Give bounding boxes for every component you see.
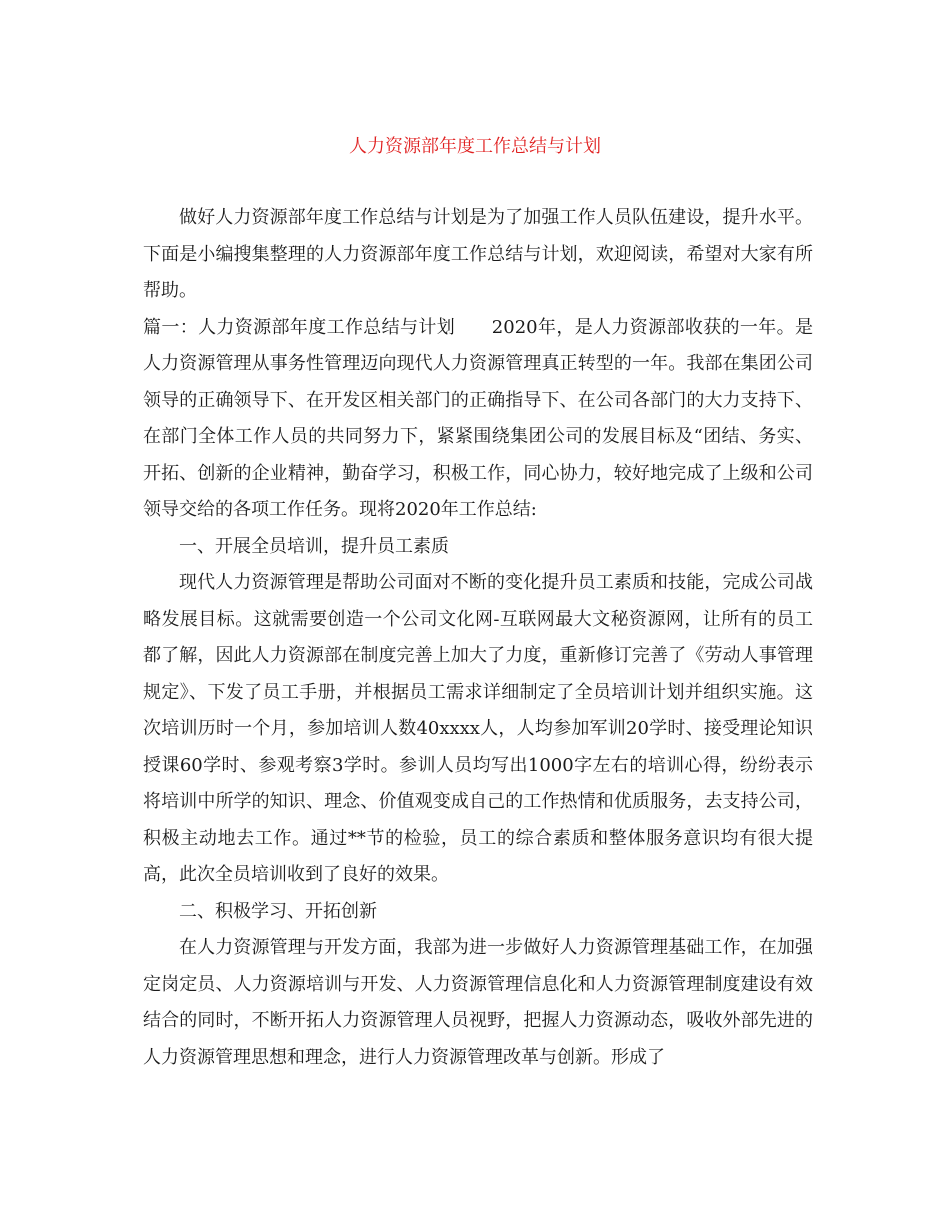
section-heading-training: 一、开展全员培训，提升员工素质 bbox=[179, 535, 449, 557]
paragraph-part-one: 篇一：人力资源部年度工作总结与计划 2020年，是人力资源部收获的一年。是人力资源管理从事务性管理迈向现代人力资源管理真正转型的一年。我部在集团公司领导的正确领导下、在开发区相关部门的正确指导下、在公司各部门的大力支持下、在部门全体工作人员的共同努力下，紧紧围绕集团公司的发展目标及“团结、务实、开拓、创新的企业精神，勤奋学习，积极工作，同心协力，较好地完成了上级和公司领导交给的各项工作任务。现将2020年工作总结: bbox=[143, 316, 813, 520]
document-title: 人力资源部年度工作总结与计划 bbox=[349, 136, 601, 157]
document-body bbox=[143, 200, 813, 1076]
section-heading-innovation: 二、积极学习、开拓创新 bbox=[179, 900, 377, 922]
paragraph-innovation: 在人力资源管理与开发方面，我部为进一步做好人力资源管理基础工作，在加强定岗定员、人力资源培训与开发、人力资源管理信息化和人力资源管理制度建设有效结合的同时，不断开拓人力资源管理人员视野，把握人力资源动态，吸收外部先进的人力资源管理思想和理念，进行人力资源管理改革与创新。形成了 bbox=[143, 937, 813, 1068]
paragraph-intro: 做好人力资源部年度工作总结与计划是为了加强工作人员队伍建设，提升水平。下面是小编搜集整理的人力资源部年度工作总结与计划，欢迎阅读，希望对大家有所帮助。 bbox=[143, 207, 813, 301]
paragraph-training: 现代人力资源管理是帮助公司面对不断的变化提升员工素质和技能，完成公司战略发展目标。这就需要创造一个公司文化网-互联网最大文秘资源网，让所有的员工都了解，因此人力资源部在制度完善上加大了力度，重新修订完善了《劳动人事管理规定》、下发了员工手册，并根据员工需求详细制定了全员培训计划并组织实施。这次培训历时一个月，参加培训人数40xxxx人，人均参加军训20学时、接受理论知识授课60学时、参观考察3学时。参训人员均写出1000字左右的培训心得，纷纷表示将培训中所学的知识、理念、价值观变成自己的工作热情和优质服务，去支持公司，积极主动地去工作。通过**节的检验，员工的综合素质和整体服务意识均有很大提高，此次全员培训收到了良好的效果。 bbox=[143, 572, 813, 885]
